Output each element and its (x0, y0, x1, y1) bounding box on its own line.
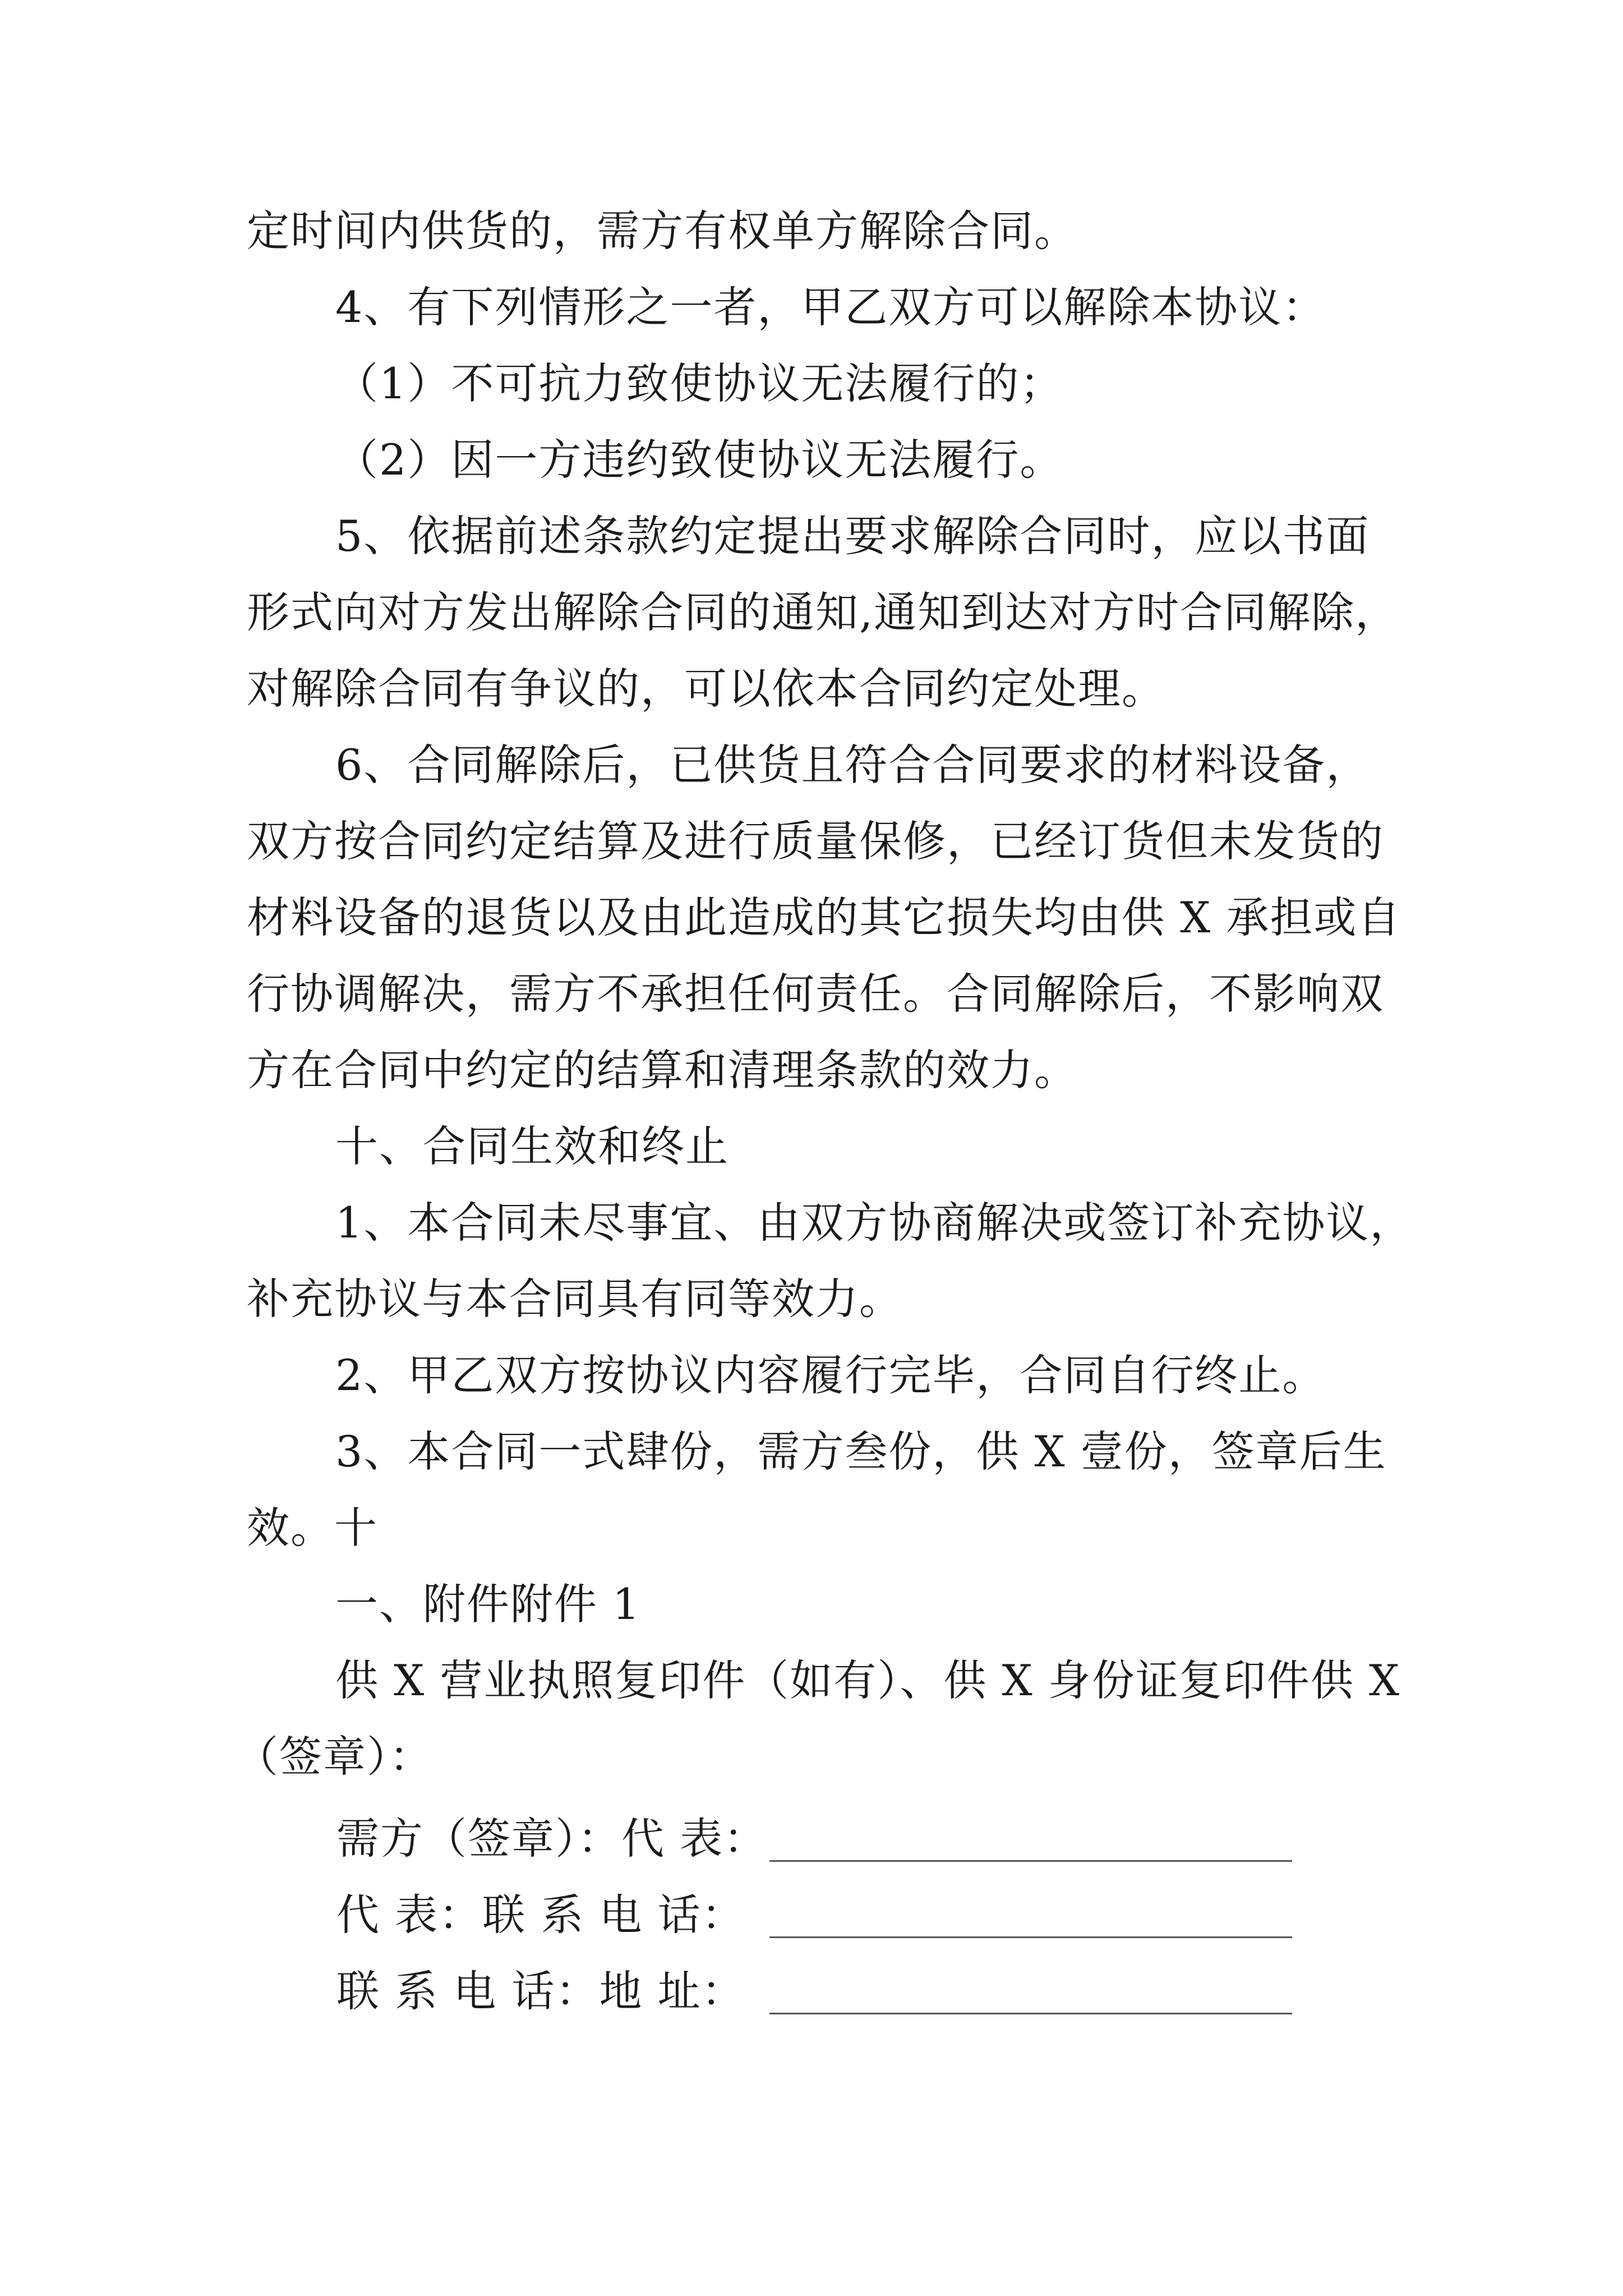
text-line: 材料设备的退货以及由此造成的其它损失均由供 X 承担或自 (247, 892, 1401, 942)
text-line: 行协调解决，需方不承担任何责任。合同解除后，不影响双 (247, 969, 1384, 1019)
text-line: 双方按合同约定结算及进行质量保修，已经订货但未发货的 (247, 816, 1384, 866)
signature-row (0, 1963, 1623, 2019)
text-line: 对解除合同有争议的，可以依本合同约定处理。 (247, 664, 1165, 714)
section-heading: 十、合同生效和终止 (335, 1121, 729, 1171)
text-line: 6、合同解除后，已供货且符合合同要求的材料设备， (335, 740, 1370, 790)
text-line: 1、本合同未尽事宜、由双方协商解决或签订补充协议， (335, 1198, 1414, 1248)
text-line: 5、依据前述条款约定提出要求解除合同时，应以书面 (335, 511, 1370, 561)
text-line: 补充协议与本合同具有同等效力。 (247, 1274, 903, 1324)
signature-blank-line (769, 2013, 1292, 2014)
text-line: 形式向对方发出解除合同的通知,通知到达对方时合同解除， (247, 587, 1399, 637)
text-line: 2、甲乙双方按协议内容履行完毕，合同自行终止。 (335, 1350, 1326, 1400)
text-line: （2）因一方违约致使协议无法履行。 (335, 435, 1064, 485)
text-line: 3、本合同一式肆份，需方叁份，供 X 壹份，签章后生 (335, 1427, 1387, 1476)
text-line: 4、有下列情形之一者，甲乙双方可以解除本协议： (335, 282, 1326, 332)
text-line: 效。十 (247, 1503, 378, 1553)
text-line: （签章）： (236, 1732, 433, 1782)
text-line: 一、附件附件 1 (335, 1579, 641, 1629)
signature-row (0, 1887, 1623, 1943)
signature-blank-line (769, 1860, 1292, 1862)
text-line: 方在合同中约定的结算和清理条款的效力。 (247, 1045, 1078, 1095)
signature-row (0, 1811, 1623, 1867)
text-line: 定时间内供货的，需方有权单方解除合同。 (247, 206, 1078, 256)
signature-label: 代 表：联 系 电 话： (336, 1890, 745, 1940)
text-line: 供 X 营业执照复印件（如有）、供 X 身份证复印件供 X (335, 1655, 1401, 1705)
text-line: （1）不可抗力致使协议无法履行的； (335, 358, 1064, 408)
signature-blank-line (769, 1936, 1292, 1938)
signature-label: 需方（签章）：代 表： (336, 1814, 768, 1864)
signature-label: 联 系 电 话：地 址： (336, 1966, 745, 2016)
